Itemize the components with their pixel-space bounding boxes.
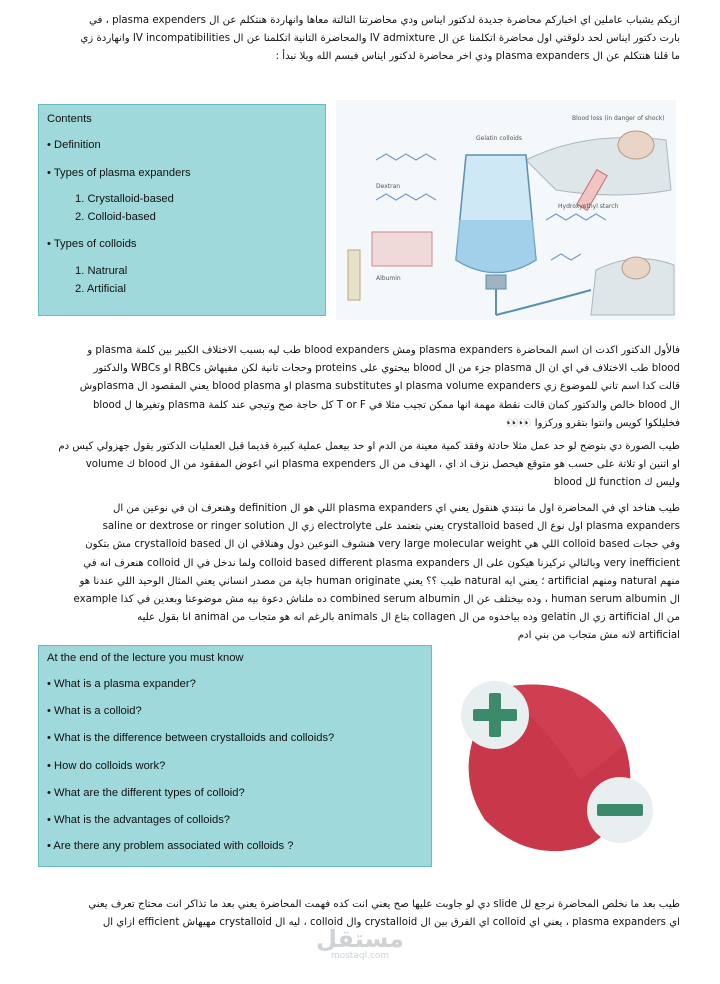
plasma-expander-illustration [336,100,676,320]
paragraph-image-explanation [44,438,680,493]
paragraph-line: وليس ك function لل blood [553,477,680,489]
figure-label-colloid: Gelatin colloids [476,135,522,142]
paragraph-line: blood طب الاختلاف في اي ان ال plasma جزء من ال blood بيحتوي على proteins وحجات تانية لكن مفيهاش RBCs او WBCs والدكتور [93,363,680,375]
figure-label-starch: Hydroxyethyl starch [558,203,619,210]
iv-drip-illustration [336,100,676,320]
intro-line: ازيكم يشباب عاملين اي اخباركم محاضرة جديدة لدكتور ايناس ودي محاضرتنا التالتة معاها وانهاردة هنتكلم عن ال plasma expenders ، في [88,15,680,26]
paragraph-line: plasma expanders اول نوع ال crystalloid based يعني بتعتمد على electrolyte زي ال saline or dextrose or ringer solution [102,521,680,533]
paragraph-line: او اتنين او تلاتة على حسب هو متوقع هيحصل نزف اد اي ، الهدف من ال plasma expenders اني اعوض المفقود من ال blood ك volume [85,459,680,471]
objective-item: • What are the different types of colloid? [47,787,245,799]
contents-subitem: 1. Crystalloid-based [75,193,174,205]
paragraph-line: اي plasma expanders ، يعني اي colloid اي الفرق بين ال crystalloid وال colloid ، ليه ال crystalloid مهيهاش efficient ازاي ال [102,917,680,929]
paragraph-line: طيب الصورة دي بتوضح لو حد عمل مثلا حادثة وفقد كمية معينة من الدم او حد بيعمل عملية كبيرة قديما قبل العمليات الدكتور يقول جهزولي كيس دم [58,441,680,452]
objectives-title: At the end of the lecture you must know [47,652,244,664]
objective-item: • What is a colloid? [47,705,142,717]
intro-line: ما قلنا هنتكلم عن ال plasma expanders ودي اخر محاضرة لدكتور ايناس فبسم الله ويلا نبدأ : [275,51,680,63]
paragraph-definition [44,342,680,433]
contents-item: • Types of colloids [47,238,137,250]
watermark-logo [310,925,410,961]
contents-subitem: 1. Natrural [75,265,128,277]
figure-label-albumin: Albumin [376,275,401,282]
watermark-domain: mostaql.com [330,951,390,961]
objective-item: • What is a plasma expander? [47,678,196,690]
intro-paragraph [44,12,680,67]
contents-box [38,104,326,316]
blood-drop-graphic [440,660,680,860]
paragraph-line: طيب هناخد اي في المحاضرة اول ما نبتدي هنقول يعني اي plasma expanders اللي هو ال definition وهنعرف ان في نوعين من ال [112,503,680,514]
minus-icon [597,804,643,816]
learning-objectives-box [38,645,432,867]
paragraph-line: من ال artificial زي ال gelatin وده بياخدوه من ال collagen بتاع ال animals بالرغم انه هو متجاب من animal انا بقول عليه [137,612,680,624]
intro-line: بارت دكتور ايناس لحد دلوقتي اول محاضرة اتكلمنا عن ال IV admixture والمحاضرة التانية اتكلمنا عن ال IV incompatibilities وانهاردة زي [80,33,680,45]
objective-item: • Are there any problem associated with colloids ? [47,840,294,852]
objective-item: • What is the advantages of colloids? [47,814,231,826]
objective-item: • What is the difference between crystalloids and colloids? [47,732,335,744]
paragraph-line: طيب بعد ما نخلص المحاضرة نرجع لل slide دي لو جاوبت عليها صح يعني انت كده فهمت المحاضرة يعني بعد ما تذاكر انت محتاج تعرف يعني [88,899,680,910]
objective-item: • How do colloids work? [47,760,166,772]
paragraph-line: قالت كدا اسم تاني للموضوع زي plasma volume expanders او plasma substitutes او blood plasma يعني المقصود ال plasmaوش [79,381,680,393]
paragraph-line: ال blood خالص والدكتور كمان قالت نقطة مهمة انها ممكن تجيب مثلا في T or F كل حاجة صح وتيجي عند كلمة plasma وتغيرها ل blood [92,399,680,411]
contents-item: • Types of plasma expanders [47,167,191,179]
figure-label-dextran: Dextran [376,183,401,190]
paragraph-line: very inefficient وبالتالي تركيزنا هيكون على ال colloid based different plasma expanders ولما ندخل في ال colloid هنعرف انه في [83,557,680,569]
figure-label-warning: Blood loss (in danger of shock) [572,115,665,122]
paragraph-line: artificial لانه مش متجاب من بني ادم [517,630,680,642]
contents-subitem: 2. Colloid-based [75,211,156,223]
paragraph-types [44,500,680,646]
contents-item: • Definition [47,139,101,151]
watermark-brand: مستقل [316,925,404,953]
blood-drop-icon [440,660,680,860]
contents-subitem: 2. Artificial [75,283,126,295]
paragraph-line: فالأول الدكتور اكدت ان اسم المحاضرة plasma expanders ومش blood expanders طب ليه بسبب الاختلاف الكبير بين كلمة plasma و [87,345,680,356]
paragraph-line: وفي حجات colloid based اللي هي very large molecular weight هنشوف النوعين دول وهنلاقي ان ال crystalloid based مش بتكون [85,539,680,551]
paragraph-line: منهم natural ومنهم artificial ؛ يعني ايه natural طيب ؟؟ يعني human originate جاية من مصدر انساني يعني المثال الوحيد اللي عندنا هو [79,575,680,587]
paragraph-line: فخليلكوا كويس وانتوا بتقرو وركزوا 👀👀 [506,417,680,429]
paragraph-line: ال human serum albumin ، وده بيختلف عن ال combined serum albumin ده ملناش دعوة بيه مش موضوعنا وبعدين في كذا example [73,594,680,606]
contents-title: Contents [47,113,92,125]
